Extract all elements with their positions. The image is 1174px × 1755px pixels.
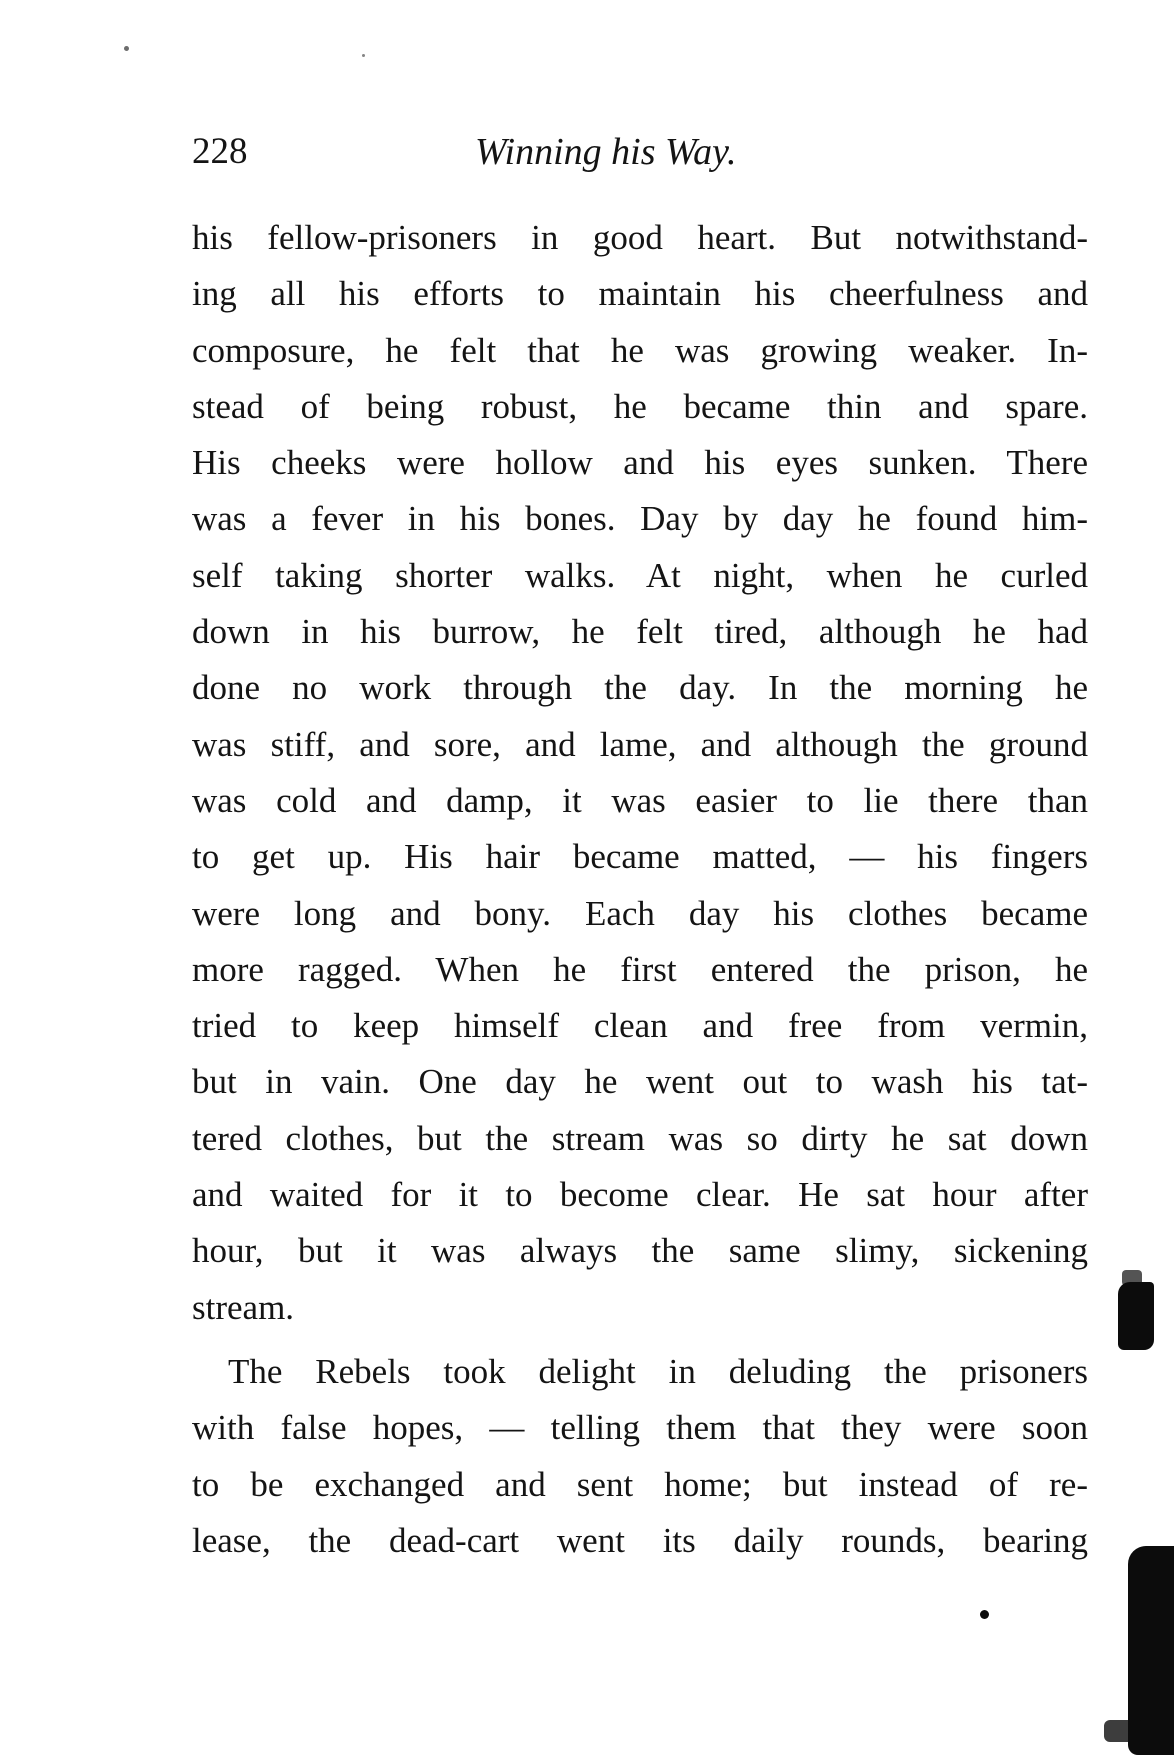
text-line: stead of being robust, he became thin and spare.	[192, 386, 1088, 426]
scan-speck	[980, 1610, 989, 1619]
text-line: was cold and damp, it was easier to lie there than	[192, 780, 1088, 820]
text-line: to be exchanged and sent home; but instead of re-	[192, 1464, 1088, 1504]
text-line: self taking shorter walks. At night, when he curled	[192, 555, 1088, 595]
page-number: 228	[192, 131, 248, 172]
text-line: with false hopes, — telling them that they were soon	[192, 1408, 1088, 1448]
scan-blot	[1118, 1282, 1154, 1350]
text-line: tried to keep himself clean and free from vermin,	[192, 1006, 1088, 1046]
text-line: more ragged. When he first entered the prison, he	[192, 949, 1088, 989]
text-line: lease, the dead-cart went its daily rounds, bearing	[192, 1520, 1088, 1560]
text-line: composure, he felt that he was growing weaker. In-	[192, 330, 1088, 370]
text-line: ing all his efforts to maintain his cheerfulness and	[192, 274, 1088, 314]
paragraph-1	[192, 210, 1088, 1336]
text-line: down in his burrow, he felt tired, although he had	[192, 612, 1088, 652]
text-line: The Rebels took delight in deluding the prisoners	[228, 1351, 1088, 1391]
text-line: was a fever in his bones. Day by day he found him-	[192, 499, 1088, 539]
text-line: was stiff, and sore, and lame, and although the ground	[192, 724, 1088, 764]
text-line: his fellow-prisoners in good heart. But notwithstand-	[192, 218, 1088, 257]
running-head	[192, 122, 1088, 182]
text-line: His cheeks were hollow and his eyes sunken. There	[192, 443, 1088, 483]
paragraph-break	[192, 1336, 1088, 1344]
text-line: done no work through the day. In the morning he	[192, 668, 1088, 708]
text-line: and waited for it to become clear. He sat hour after	[192, 1175, 1088, 1215]
paragraph-2	[192, 1344, 1088, 1569]
body-text	[192, 210, 1088, 1569]
scan-speck	[124, 46, 129, 51]
text-line: but in vain. One day he went out to wash his tat-	[192, 1062, 1088, 1102]
running-title: Winning his Way.	[475, 131, 737, 173]
text-line: hour, but it was always the same slimy, sickening	[192, 1231, 1088, 1271]
text-line: were long and bony. Each day his clothes became	[192, 893, 1088, 933]
scan-speck	[362, 54, 365, 57]
text-line: stream.	[192, 1287, 295, 1327]
text-line: tered clothes, but the stream was so dirty he sat down	[192, 1118, 1088, 1158]
text-line: to get up. His hair became matted, — his fingers	[192, 837, 1088, 877]
scan-blot	[1104, 1720, 1144, 1742]
